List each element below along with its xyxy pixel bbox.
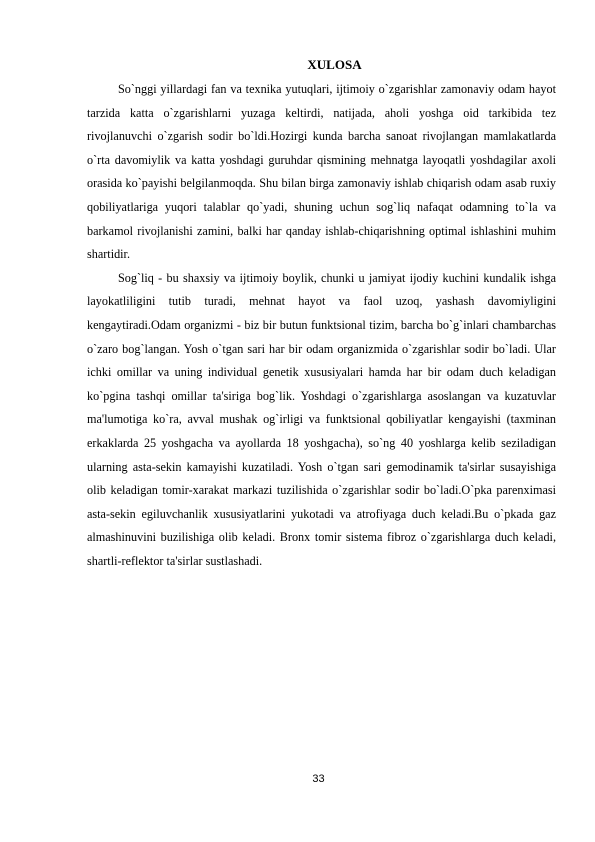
document-page — [87, 56, 556, 573]
page-number: 33 — [312, 773, 325, 785]
section-heading: XULOSA — [307, 57, 362, 72]
paragraph-2: Sog`liq - bu shaxsiy va ijtimoiy boylik, chunki u jamiyat ijodiy kuchini kundalik ishga layokatliligini tutib turadi, mehnat hayot va faol uzoq, yashash davomiyligini kengaytiradi.Odam organizmi - biz bir butun funktsional tizim, barcha bo`g`inlari chambarchas o`zaro bog`langan. Yosh o`tgan sari har bir odam organizmida o`zgarishlar sodir bo`ladi. Ular ichki omillar va uning individual genetik xususiyalari hamda har bir odam duch keladigan ko`pgina tashqi omillar ta'siriga bog`lik. Yoshdagi o`zgarishlarga asoslangan va kuzatuvlar ma'lumotiga ko`ra, avval mushak og`irligi va funktsional qobiliyatlar kengayishi (taxminan erkaklarda 25 yoshgacha va ayollarda 18 yoshgacha), so`ng 40 yoshlarga kelib seziladigan ularning asta-sekin kamayishi kuzatiladi. Yosh o`tgan sari gemodinamik ta'sirlar susayishiga olib keladigan tomir-xarakat markazi tuzilishida o`zgarishlar sodir bo`ladi.O`pka parenximasi asta-sekin egiluvchanlik xususiyatlarini yukotadi va atrofiyaga duch keladi.Bu o`pkada gaz almashinuvini buzilishiga olib keladi. Bronx tomir sistema fibroz o`zgarishlarga duch keladi, shartli-reflektor ta'sirlar sustlashadi. — [87, 270, 556, 568]
paragraph-1: So`nggi yillardagi fan va texnika yutuqlari, ijtimoiy o`zgarishlar zamonaviy odam hayot tarzida katta o`zgarishlarni yuzaga keltirdi, natijada, aholi yoshga oid tarkibida tez rivojlanuvchi o`zgarish sodir bo`ldi.Hozirgi kunda barcha sanoat rivojlangan mamlakatlarda o`rta davomiylik va katta yoshdagi guruhdar qismining mehnatga layoqatli yoshdagilar axoli orasida ko`payishi belgilanmoqda. Shu bilan birga zamonaviy ishlab chiqarish odam asab ruxiy qobiliyatlariga yuqori talablar qo`yadi, shuning uchun sog`liq nafaqat odamning to`la va barkamol rivojlanishi zamini, balki har qanday ishlab-chiqarishning optimal ishlashini muhim shartidir. — [87, 82, 556, 262]
